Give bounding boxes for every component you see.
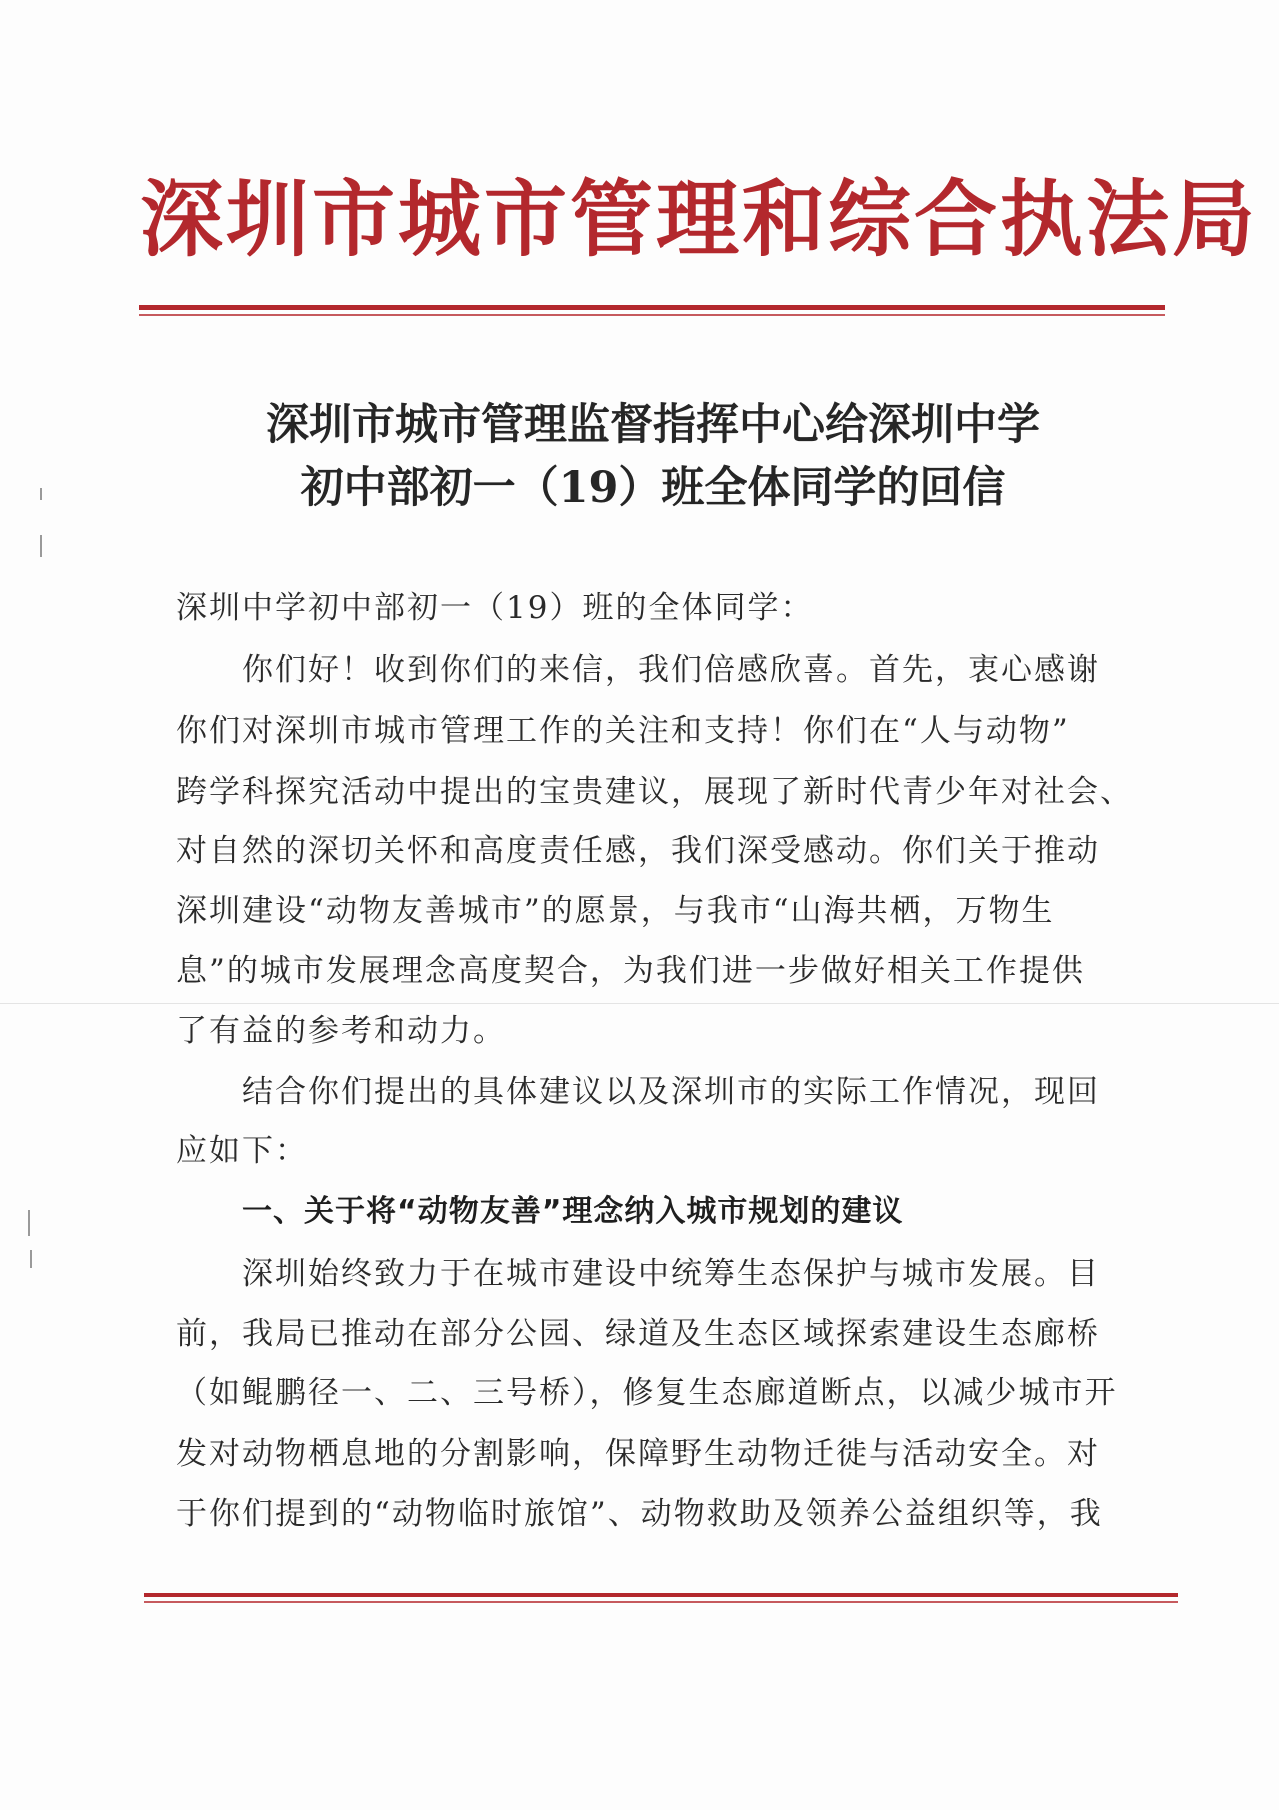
body-line: 深圳建设“动物友善城市”的愿景，与我市“山海共栖，万物生 xyxy=(176,893,1055,929)
scan-mark xyxy=(28,1210,30,1236)
letterhead-rule xyxy=(139,305,1165,310)
body-line: 结合你们提出的具体建议以及深圳市的实际工作情况，现回 xyxy=(242,1074,1100,1110)
body-line: 息”的城市发展理念高度契合，为我们进一步做好相关工作提供 xyxy=(176,953,1085,989)
footer-rule xyxy=(144,1593,1178,1597)
body-line: 你们好！收到你们的来信，我们倍感欣喜。首先，衷心感谢 xyxy=(242,652,1100,688)
document-title-line-1: 深圳市城市管理监督指挥中心给深圳中学 xyxy=(266,400,1040,450)
body-line: 跨学科探究活动中提出的宝贵建议，展现了新时代青少年对社会、 xyxy=(176,774,1133,810)
paper-fold-line xyxy=(0,1003,1279,1004)
body-line: 了有益的参考和动力。 xyxy=(176,1013,506,1049)
footer-rule-thin xyxy=(144,1601,1178,1603)
body-line: （如鲲鹏径一、二、三号桥），修复生态廊道断点，以减少城市开 xyxy=(176,1375,1118,1411)
body-line: 前，我局已推动在部分公园、绿道及生态区域探索建设生态廊桥 xyxy=(176,1316,1100,1352)
scan-mark xyxy=(40,535,42,557)
body-line: 发对动物栖息地的分割影响，保障野生动物迁徙与活动安全。对 xyxy=(176,1436,1100,1472)
scan-mark xyxy=(40,488,42,500)
body-line: 于你们提到的“动物临时旅馆”、动物救助及领养公益组织等，我 xyxy=(176,1496,1103,1532)
body-line: 你们对深圳市城市管理工作的关注和支持！你们在“人与动物” xyxy=(176,713,1070,749)
scan-mark xyxy=(30,1250,32,1268)
body-line: 深圳始终致力于在城市建设中统筹生态保护与城市发展。目 xyxy=(242,1256,1100,1292)
section-heading: 一、关于将“动物友善”理念纳入城市规划的建议 xyxy=(242,1194,904,1229)
document-title-line-2: 初中部初一（19）班全体同学的回信 xyxy=(300,463,1006,513)
agency-letterhead: 深圳市城市管理和综合执法局 xyxy=(140,170,1258,268)
salutation: 深圳中学初中部初一（19）班的全体同学： xyxy=(176,590,814,626)
body-line: 对自然的深切关怀和高度责任感，我们深受感动。你们关于推动 xyxy=(176,833,1100,869)
body-line: 应如下： xyxy=(176,1133,308,1169)
letterhead-rule-thin xyxy=(139,314,1165,316)
